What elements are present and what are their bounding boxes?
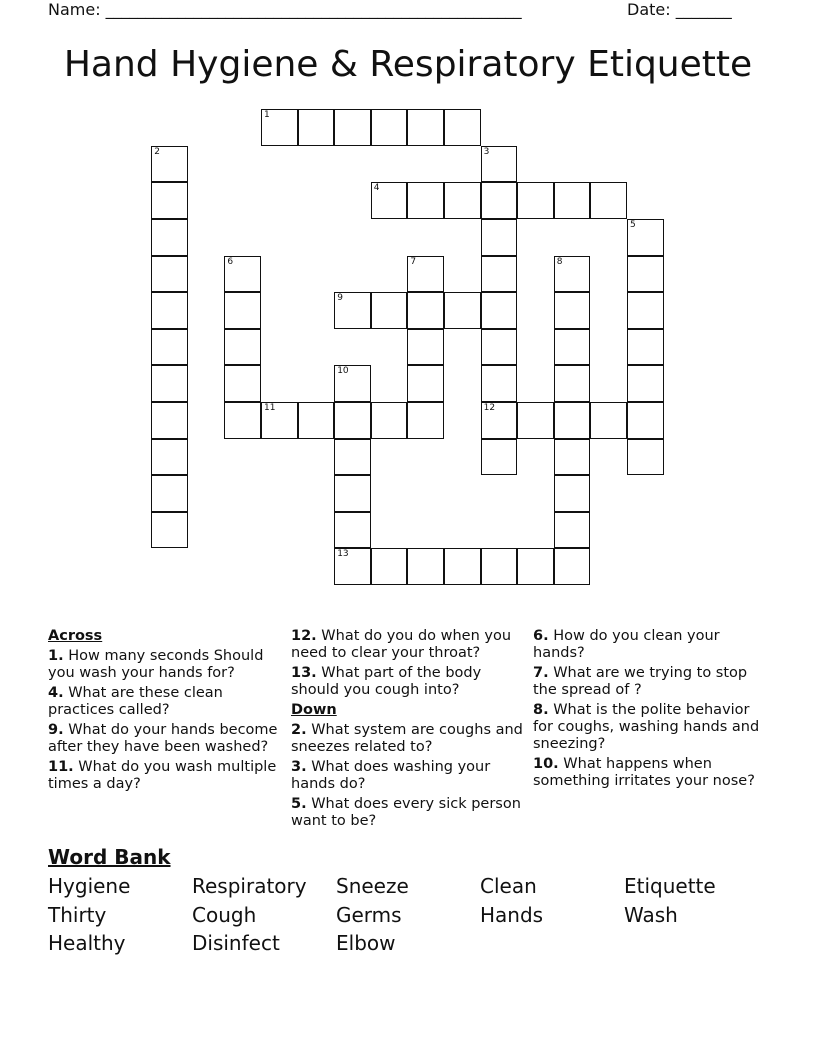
clue-item-text: What are we trying to stop the spread of ?: [533, 665, 748, 698]
grid-cell[interactable]: [481, 256, 518, 293]
grid-cell[interactable]: [481, 219, 518, 256]
clue-item-text: What are these clean practices called?: [48, 685, 223, 718]
clue-item-text: What happens when something irritates your nose?: [533, 756, 755, 789]
clue-item-number: 12.: [291, 628, 317, 644]
grid-cell[interactable]: [481, 548, 518, 585]
word-bank-title: Word Bank: [48, 845, 171, 869]
clue-item-number: 6.: [533, 628, 549, 644]
grid-cell[interactable]: [481, 365, 518, 402]
grid-cell[interactable]: [151, 439, 188, 476]
word-bank-word: Disinfect: [192, 931, 280, 955]
grid-cell[interactable]: [224, 329, 261, 366]
grid-cell[interactable]: [627, 402, 664, 439]
grid-cell[interactable]: [481, 292, 518, 329]
grid-cell[interactable]: [517, 182, 554, 219]
grid-cell[interactable]: [151, 146, 188, 183]
clue-item-number: 3.: [291, 759, 307, 775]
grid-cell[interactable]: [224, 256, 261, 293]
grid-cell[interactable]: [261, 109, 298, 146]
grid-cell[interactable]: [481, 439, 518, 476]
grid-cell[interactable]: [554, 439, 591, 476]
clue-item-text: What do you wash multiple times a day?: [48, 759, 277, 792]
clue-number: 7: [410, 256, 417, 267]
clue-number: 8: [556, 256, 563, 267]
grid-cell[interactable]: [481, 182, 518, 219]
clue-item: [533, 665, 773, 699]
grid-cell[interactable]: [627, 219, 664, 256]
grid-cell[interactable]: [371, 402, 408, 439]
grid-cell[interactable]: [481, 329, 518, 366]
clues-column-1: [48, 628, 280, 796]
grid-cell[interactable]: [334, 365, 371, 402]
word-bank-word: Cough: [192, 902, 257, 927]
grid-cell[interactable]: [371, 109, 408, 146]
clue-item-number: 7.: [533, 665, 549, 681]
grid-cell[interactable]: [224, 292, 261, 329]
clue-number: 12: [483, 403, 496, 413]
clue-number: 9: [337, 293, 343, 304]
clue-item: [533, 756, 773, 790]
grid-cell[interactable]: [444, 109, 481, 146]
clue-item-text: How do you clean your hands?: [533, 628, 720, 661]
grid-cell[interactable]: [481, 402, 518, 439]
clue-item-number: 8.: [533, 702, 549, 718]
grid-cell[interactable]: [627, 365, 664, 402]
grid-cell[interactable]: [554, 402, 591, 439]
grid-cell[interactable]: [151, 219, 188, 256]
grid-cell[interactable]: [151, 292, 188, 329]
grid-cell[interactable]: [444, 548, 481, 585]
grid-cell[interactable]: [334, 109, 371, 146]
grid-cell[interactable]: [261, 402, 298, 439]
word-bank-word: Elbow: [336, 931, 396, 955]
word-bank-word: Germs: [336, 902, 402, 927]
clue-item-text: What does washing your hands do?: [291, 759, 491, 792]
page-title: Hand Hygiene & Respiratory Etiquette: [63, 44, 753, 85]
grid-cell[interactable]: [517, 402, 554, 439]
grid-cell[interactable]: [407, 182, 444, 219]
grid-cell[interactable]: [407, 329, 444, 366]
clue-number: 5: [630, 220, 636, 230]
clue-number: 1: [264, 110, 270, 121]
grid-cell[interactable]: [151, 402, 188, 439]
grid-cell[interactable]: [481, 146, 518, 183]
grid-cell[interactable]: [407, 256, 444, 293]
clue-number: 13: [337, 549, 349, 560]
clue-item: [291, 722, 523, 756]
word-bank-word: Hands: [480, 902, 544, 927]
grid-cell[interactable]: [334, 548, 371, 585]
clues-column-3: [533, 628, 773, 793]
grid-cell[interactable]: [224, 365, 261, 402]
grid-cell[interactable]: [627, 329, 664, 366]
clue-item-text: How many seconds Should you wash your hands for?: [48, 648, 264, 681]
clue-item: [291, 665, 523, 699]
grid-cell[interactable]: [590, 402, 627, 439]
grid-cell[interactable]: [407, 292, 444, 329]
grid-cell[interactable]: [554, 475, 591, 512]
clue-item: [533, 628, 773, 662]
grid-cell[interactable]: [517, 548, 554, 585]
grid-cell[interactable]: [151, 475, 188, 512]
clue-item-number: 4.: [48, 685, 64, 701]
clue-item: [48, 685, 280, 719]
grid-cell[interactable]: [151, 329, 188, 366]
word-bank-word: Sneeze: [336, 874, 409, 898]
clue-item-text: What part of the body should you cough into?: [291, 665, 482, 698]
clue-item-text: What is the polite behavior for coughs, washing hands and sneezing?: [533, 702, 760, 752]
clue-item: [48, 722, 280, 756]
clue-number: 6: [227, 256, 234, 267]
grid-cell[interactable]: [554, 292, 591, 329]
clue-item: [48, 648, 280, 682]
clue-number: 10: [337, 366, 349, 377]
clue-item-number: 11.: [48, 759, 74, 775]
grid-cell[interactable]: [444, 182, 481, 219]
word-bank-word: Respiratory: [192, 874, 307, 898]
grid-cell[interactable]: [590, 182, 627, 219]
grid-cell[interactable]: [371, 548, 408, 585]
clue-item-number: 2.: [291, 722, 307, 738]
grid-cell[interactable]: [407, 548, 444, 585]
grid-cell[interactable]: [554, 512, 591, 549]
grid-cell[interactable]: [371, 182, 408, 219]
word-bank-word: Clean: [480, 874, 537, 898]
down-heading: Down: [291, 702, 337, 718]
grid-cell[interactable]: [371, 292, 408, 329]
clue-item: [291, 796, 523, 830]
date-field-label: Date: _______: [627, 0, 732, 19]
grid-cell[interactable]: [334, 402, 371, 439]
grid-cell[interactable]: [554, 365, 591, 402]
grid-cell[interactable]: [298, 109, 335, 146]
word-bank-word: Thirty: [48, 902, 107, 927]
grid-cell[interactable]: [554, 182, 591, 219]
grid-cell[interactable]: [554, 548, 591, 585]
clue-item: [291, 628, 523, 662]
word-bank-word: Healthy: [48, 931, 126, 955]
grid-cell[interactable]: [444, 292, 481, 329]
word-bank-word: Hygiene: [48, 874, 131, 898]
grid-cell[interactable]: [334, 475, 371, 512]
grid-cell[interactable]: [151, 365, 188, 402]
clue-item-text: What does every sick person want to be?: [291, 796, 521, 829]
grid-cell[interactable]: [334, 292, 371, 329]
clue-number: 3: [483, 146, 490, 157]
grid-cell[interactable]: [627, 439, 664, 476]
clue-item-number: 13.: [291, 665, 317, 681]
clue-item-number: 10.: [533, 756, 559, 772]
grid-cell[interactable]: [334, 439, 371, 476]
clue-item: [48, 759, 280, 793]
clue-item: [533, 702, 773, 753]
clue-number: 4: [373, 183, 380, 194]
clue-item: [291, 759, 523, 793]
grid-cell[interactable]: [407, 365, 444, 402]
word-bank-word: Etiquette: [624, 874, 716, 898]
clue-item-number: 5.: [291, 796, 307, 812]
grid-cell[interactable]: [151, 182, 188, 219]
grid-cell[interactable]: [407, 109, 444, 146]
grid-cell[interactable]: [627, 292, 664, 329]
clues-column-2: [291, 628, 523, 833]
name-field-label: Name: ____________________________________________________: [48, 0, 522, 19]
grid-cell[interactable]: [407, 402, 444, 439]
clue-number: 2: [154, 146, 160, 157]
grid-cell[interactable]: [554, 329, 591, 366]
clue-item-text: What do you do when you need to clear your throat?: [291, 628, 512, 661]
grid-cell[interactable]: [627, 256, 664, 293]
clue-item-text: What system are coughs and sneezes related to?: [291, 722, 523, 755]
grid-cell[interactable]: [298, 402, 335, 439]
word-bank-word: Wash: [624, 902, 678, 927]
grid-cell[interactable]: [224, 402, 261, 439]
grid-cell[interactable]: [334, 512, 371, 549]
clue-item-number: 1.: [48, 648, 64, 664]
grid-cell[interactable]: [554, 256, 591, 293]
across-heading: Across: [48, 628, 103, 644]
grid-cell[interactable]: [151, 256, 188, 293]
clue-number: 11: [264, 403, 276, 413]
clue-item-number: 9.: [48, 722, 64, 738]
clue-item-text: What do your hands become after they have been washed?: [48, 722, 278, 755]
grid-cell[interactable]: [151, 512, 188, 549]
